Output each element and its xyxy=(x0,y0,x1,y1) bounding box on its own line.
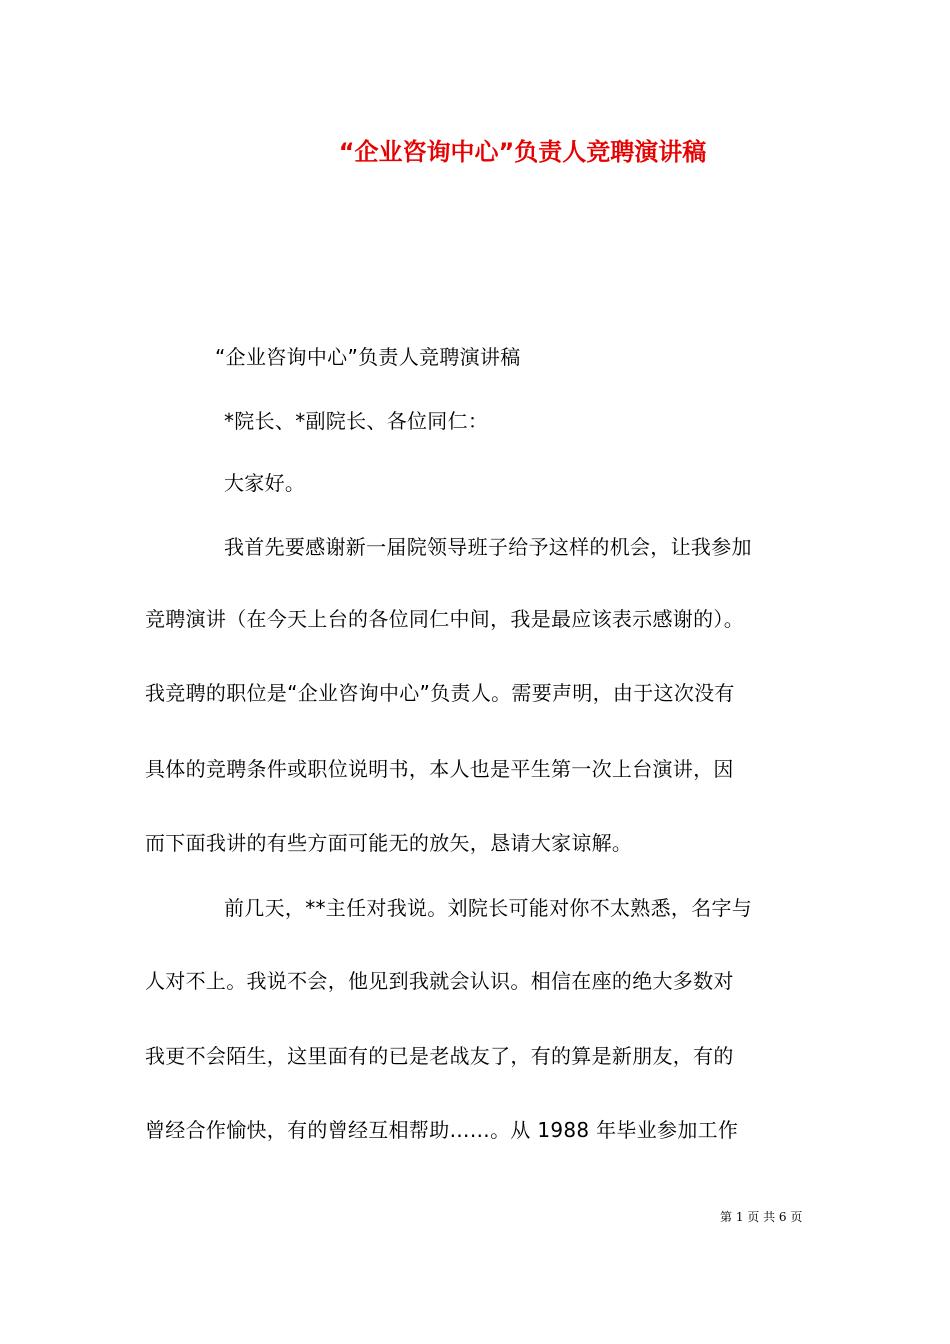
body-line-salutation: *院长、*副院长、各位同仁： xyxy=(224,409,489,433)
body-line: 我更不会陌生，这里面有的已是老战友了，有的算是新朋友，有的 xyxy=(145,1044,734,1068)
body-line-greeting: 大家好。 xyxy=(224,471,306,495)
body-line: 具体的竞聘条件或职位说明书，本人也是平生第一次上台演讲，因 xyxy=(145,757,734,781)
body-line: 而下面我讲的有些方面可能无的放矢，恳请大家谅解。 xyxy=(145,831,633,855)
body-line: 竞聘演讲（在今天上台的各位同仁中间，我是最应该表示感谢的）。 xyxy=(145,607,744,631)
body-line: 人对不上。我说不会，他见到我就会认识。相信在座的绝大多数对 xyxy=(145,969,734,993)
page-title: “企业咨询中心”负责人竞聘演讲稿 xyxy=(338,138,707,166)
body-line-subtitle: “企业咨询中心”负责人竞聘演讲稿 xyxy=(215,345,521,369)
body-line: 我竞聘的职位是“企业咨询中心”负责人。需要声明，由于这次没有 xyxy=(145,681,735,705)
body-line: 前几天，**主任对我说。刘院长可能对你不太熟悉，名字与 xyxy=(224,896,753,920)
body-line: 我首先要感谢新一届院领导班子给予这样的机会，让我参加 xyxy=(224,535,752,559)
page-number-footer: 第 1 页 共 6 页 xyxy=(720,1210,803,1224)
body-line: 曾经合作愉快，有的曾经互相帮助……。从 1988 年毕业参加工作 xyxy=(145,1118,739,1142)
